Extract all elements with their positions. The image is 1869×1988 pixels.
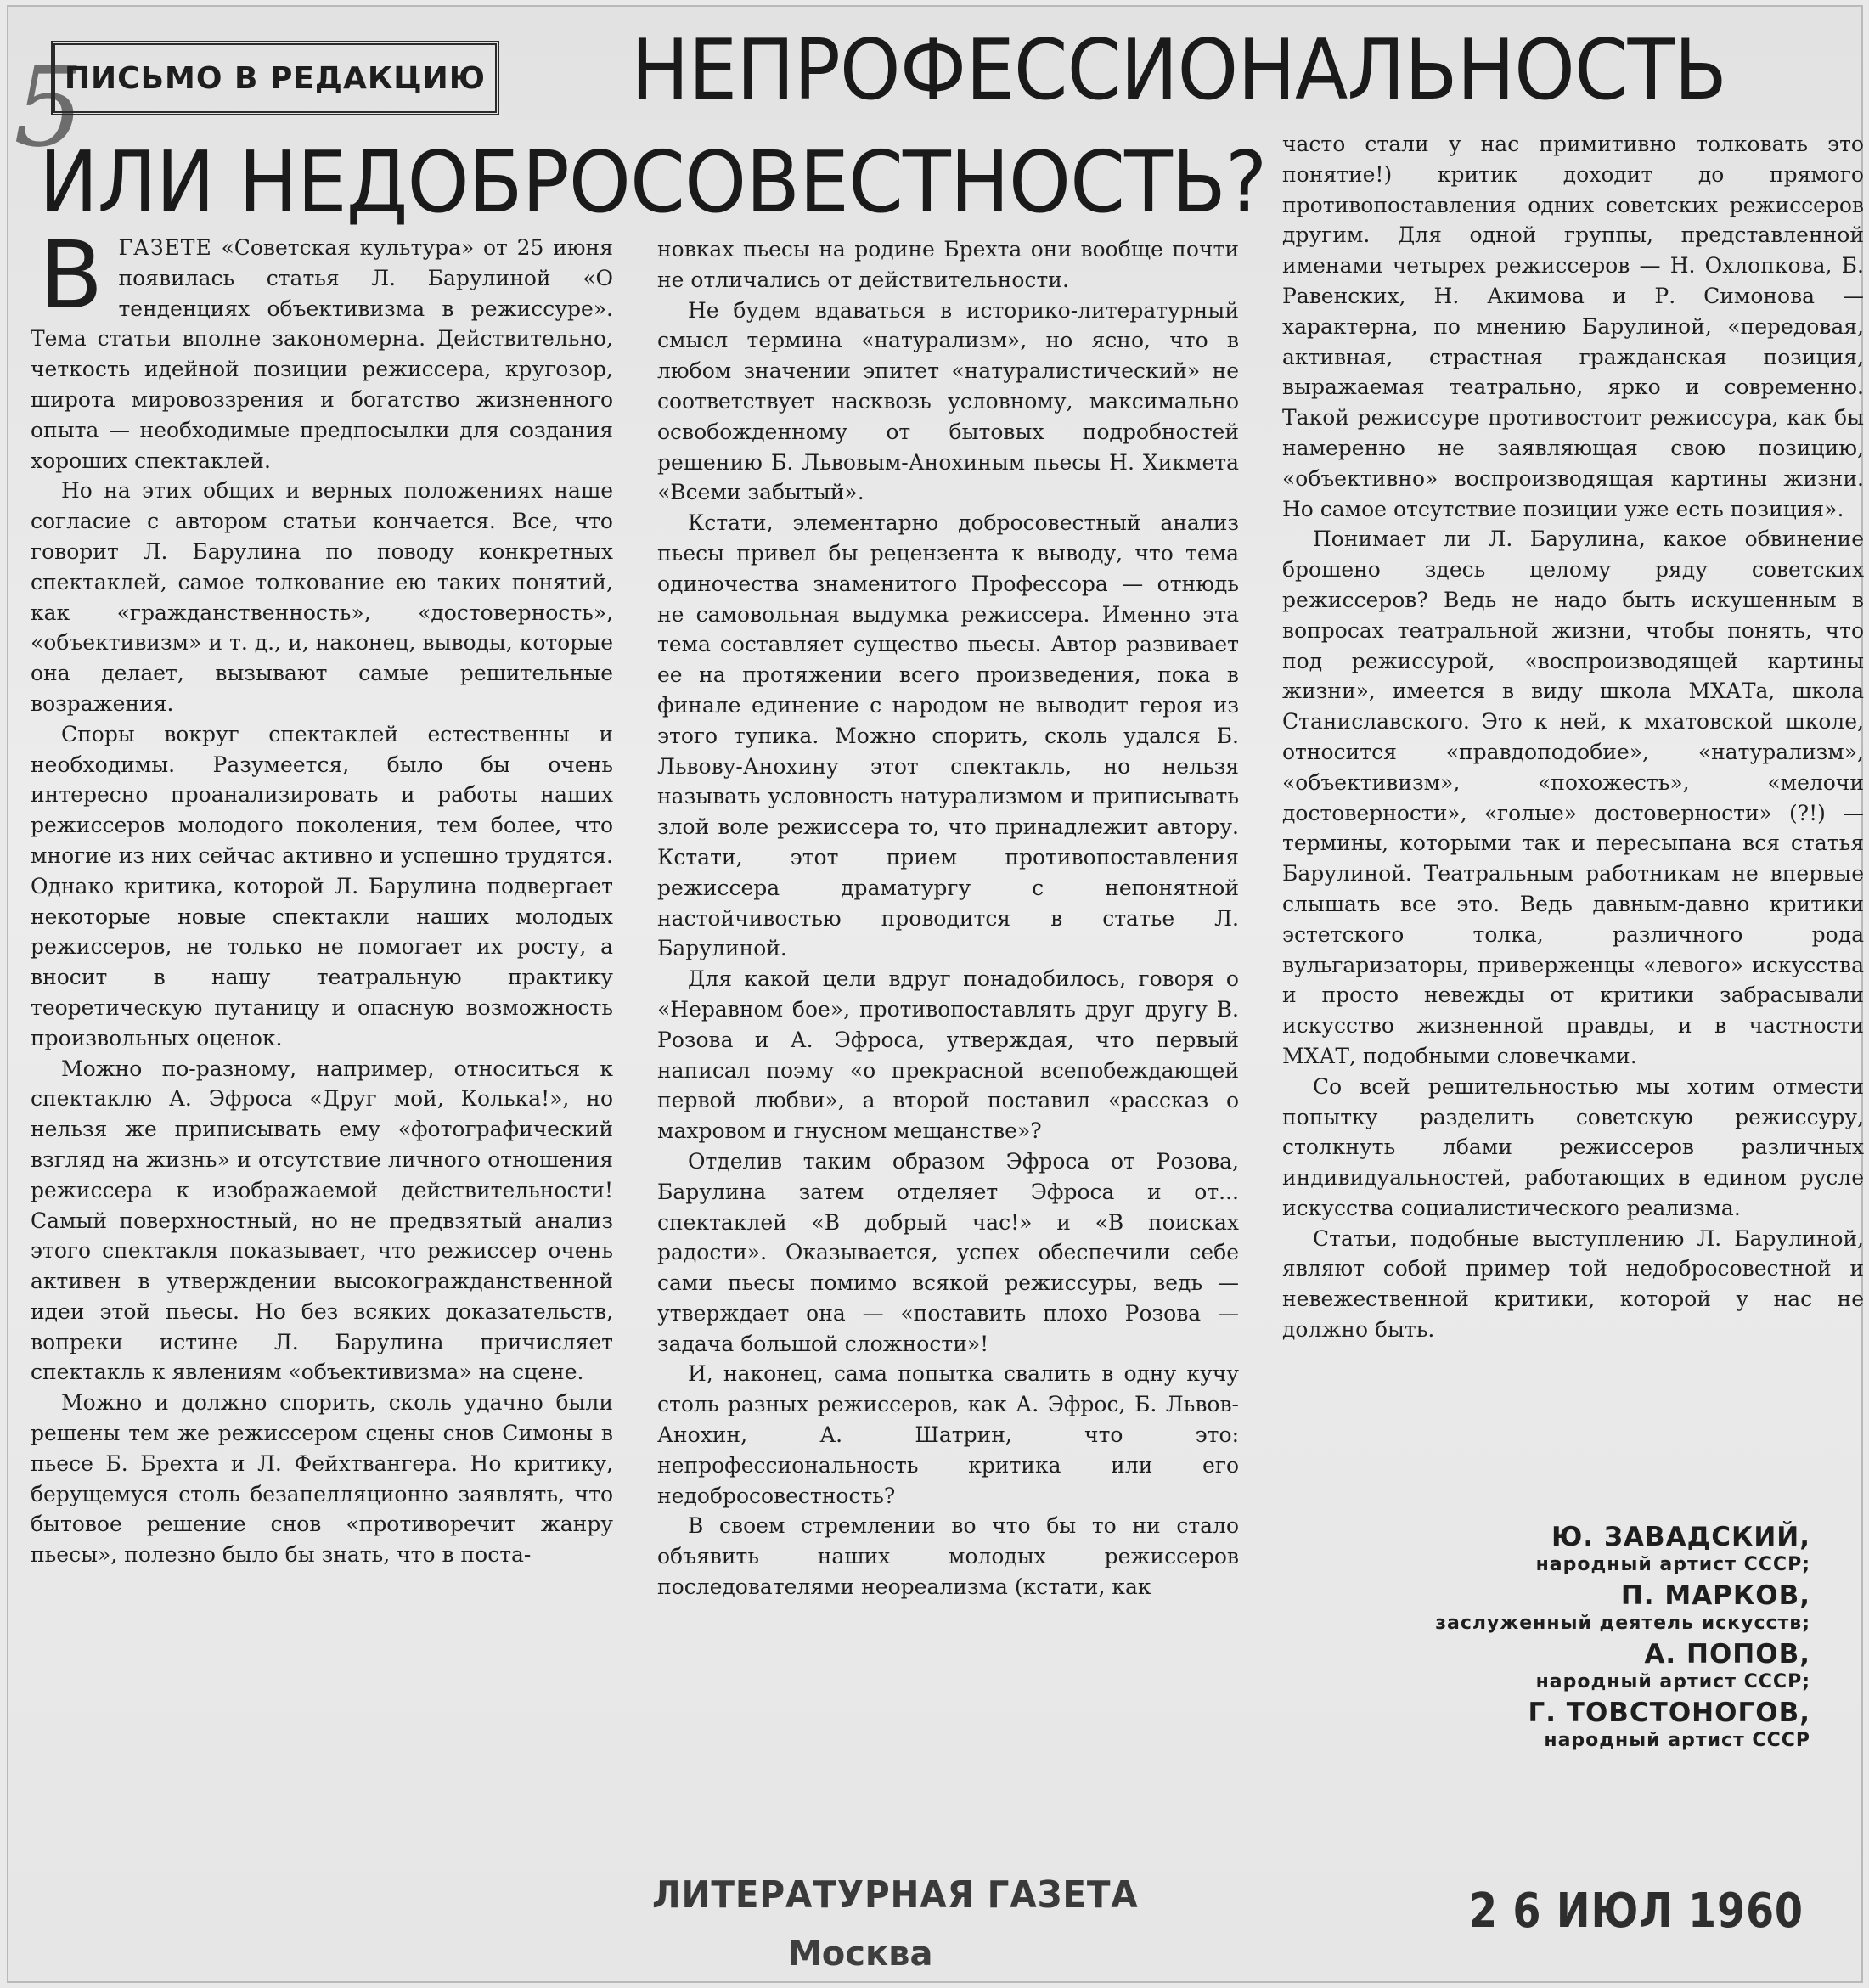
city-stamp: Москва	[788, 1934, 933, 1974]
newspaper-stamp: ЛИТЕРАТУРНАЯ ГАЗЕТА	[652, 1873, 1139, 1917]
drop-cap: В	[39, 221, 104, 329]
signatures-block	[1216, 1517, 1810, 1751]
signature-title: заслуженный деятель искусств;	[1435, 1613, 1810, 1634]
article-paragraph: И, наконец, сама попытка свалить в одну кучу столь разных режиссеров, как А. Эфрос, Б. Львов-Анохин, А. Шатрин, что это: непрофессиональность критика или его недобросовестность?	[657, 1361, 1239, 1508]
article-column-1	[31, 221, 613, 1570]
pencil-mark: 5	[14, 42, 84, 172]
signature-name: Ю. ЗАВАДСКИЙ,	[1551, 1522, 1810, 1552]
article-paragraph: Но на этих общих и верных положениях наше согласие с автором статьи кончается. Все, что говорит Л. Барулина по поводу конкретных спектаклей, самое толкование ею таких понятий, как «гражданственность», «достоверность», «объективизм» и т. д., и, наконец, выводы, которые она делает, вызывают самые решительные возражения.	[31, 478, 613, 716]
article-paragraph: Кстати, элементарно добросовестный анализ пьесы привел бы рецензента к выводу, что тема одиночества знаменитого Профессора — отнюдь не самовольная выдумка режиссера. Именно эта тема составляет существо пьесы. Автор развивает ее на протяжении всего произведения, пока в финале единение с народом не выводит героя из этого тупика. Можно спорить, сколь удался Б. Львову-Анохину этот спектакль, но нельзя называть условность натурализмом и приписывать злой воле режиссера то, что принадлежит автору. Кстати, этот прием противопоставления режиссера драматургу с непонятной настойчивостью проводится в статье Л. Барулиной.	[657, 510, 1239, 961]
newspaper-clipping	[7, 5, 1863, 1983]
article-paragraph: Статьи, подобные выступлению Л. Барулиной, являют собой пример той недобросовестной и невежественной критики, которой у нас не должно быть.	[1282, 1225, 1864, 1343]
rubric-box	[51, 41, 499, 115]
headline-line-1: НЕПРОФЕССИОНАЛЬНОСТЬ	[631, 22, 1727, 119]
article-paragraph: Для какой цели вдруг понадобилось, говоря о «Неравном бое», противопоставлять друг другу В. Розова и А. Эфроса, утверждая, что первый написал поэму «о прекрасной всепобеждающей первой любви», а второй поставил «рассказ о махровом и гнусном мещанстве»?	[657, 966, 1239, 1144]
article-paragraph: Со всей решительностью мы хотим отмести попытку разделить советскую режиссуру, столкнуть лбами режиссеров различных индивидуальностей, работающих в едином русле искусства социалистического реализма.	[1282, 1073, 1864, 1220]
date-stamp: 2 6 ИЮЛ 1960	[1469, 1884, 1804, 1939]
signature-title: народный артист СССР	[1544, 1730, 1810, 1751]
signature-title: народный артист СССР;	[1535, 1671, 1810, 1692]
article-paragraph: Можно и должно спорить, сколь удачно были решены тем же режиссером сцены снов Симоны в пьесе Б. Брехта и Л. Фейхтвангера. Но критику, берущемуся столь безапелляционно заявлять, что бытовое решение снов «противоречит жанру пьесы», полезно было бы знать, что в поста-	[31, 1390, 613, 1568]
article-paragraph: Можно по-разному, например, относиться к спектаклю А. Эфроса «Друг мой, Колька!», но нельзя же приписывать ему «фотографический взгляд на жизнь» и отсутствие личного отношения режиссера к изображаемой действительности! Самый поверхностный, но не предвзятый анализ этого спектакля показывает, что режиссер очень активен в утверждении высокогражданственной идеи этой пьесы. Но без всяких доказательств, вопреки истине Л. Барулина причисляет спектакль к явлениям «объективизма» на сцене.	[31, 1056, 613, 1385]
article-paragraph: Отделив таким образом Эфроса от Розова, Барулина затем отделяет Эфроса и от... спектаклей «В добрый час!» и «В поисках радости». Оказывается, успех обеспечили себе сами пьесы помимо всякой режиссуры, ведь — утверждает она — «поставить плохо Розова — задача большой сложности»!	[657, 1148, 1239, 1356]
article-column-3	[1282, 129, 1864, 1345]
signature-name: П. МАРКОВ,	[1620, 1580, 1810, 1611]
article-paragraph	[31, 221, 613, 476]
article-paragraph: новках пьесы на родине Брехта они вообще почти не отличались от действительности.	[657, 237, 1239, 292]
article-paragraph: В своем стремлении во что бы то ни стало объявить наших молодых режиссеров последователями неореализма (кстати, как	[657, 1513, 1239, 1600]
signature-title: народный артист СССР;	[1535, 1554, 1810, 1575]
article-paragraph: Понимает ли Л. Барулина, какое обвинение брошено здесь целому ряду советских режиссеров? Ведь не надо быть искушенным в вопросах театральной жизни, чтобы понять, что под режиссурой, «воспроизводящей картины жизни», имеется в виду школа МХАТа, школа Станиславского. Это к ней, к мхатовской школе, относится «правдоподобие», «натурализм», «объективизм», «похожесть», «мелочи достоверности», «голые» достоверности» (?!) — термины, которыми так и пересыпана вся статья Барулиной. Театральным работникам не впервые слышать все это. Ведь давным-давно критики эстетского толка, различного рода вульгаризаторы, приверженцы «левого» искусства и просто невежды от критики забрасывали искусство жизненной правды, и в частности МХАТ, подобными словечками.	[1282, 527, 1864, 1068]
signature-name: А. ПОПОВ,	[1644, 1639, 1810, 1670]
article-paragraph: часто стали у нас примитивно толковать это понятие!) критик доходит до прямого противопоставления одних советских режиссеров другим. Для одной группы, представленной именами четырех режиссеров — Н. Охлопкова, Б. Равенских, Н. Акимова и Р. Симонова — характерна, по мнению Барулиной, «передовая, активная, страстная гражданская позиция, выражаемая театрально, ярко и современно. Такой режиссуре противостоит режиссура, как бы намеренно не заявляющая свою позицию, «объективно» воспроизводящая картины жизни. Но самое отсутствие позиции уже есть позиция».	[1282, 132, 1864, 521]
headline-line-2: ИЛИ НЕДОБРОСОВЕСТНОСТЬ?	[39, 132, 1267, 232]
lead-text: «Советская культура» от 25 июня появилась статья Л. Барулиной «О тенденциях объективизма в режиссуре». Тема статьи вполне закономерна. Действительно, четкость идейной позиции режиссера, кругозор, широта мировоззрения и богатство жизненного опыта — необходимые предпосылки для создания хороших спектаклей.	[31, 235, 613, 473]
lead-word: ГАЗЕТЕ	[118, 235, 212, 260]
signature-name: Г. ТОВСТОНОГОВ,	[1528, 1698, 1810, 1728]
article-paragraph: Споры вокруг спектаклей естественны и необходимы. Разумеется, было бы очень интересно проанализировать и работы наших режиссеров молодого поколения, тем более, что многие из них сейчас активно и успешно трудятся. Однако критика, которой Л. Барулина подвергает некоторые новые спектакли наших молодых режиссеров, не только не помогает их росту, а вносит в нашу театральную практику теоретическую путаницу и опасную возможность произвольных оценок.	[31, 721, 613, 1050]
article-paragraph: Не будем вдаваться в историко-литературный смысл термина «натурализм», но ясно, что в любом значении эпитет «натуралистический» не соответствует насквозь условному, максимально освобожденному от бытовых подробностей решению Б. Львовым-Анохиным пьесы Н. Хикмета «Всеми забытый».	[657, 297, 1239, 505]
article-column-2	[657, 234, 1239, 1602]
rubric-label: ПИСЬМО В РЕДАКЦИЮ	[64, 60, 487, 96]
